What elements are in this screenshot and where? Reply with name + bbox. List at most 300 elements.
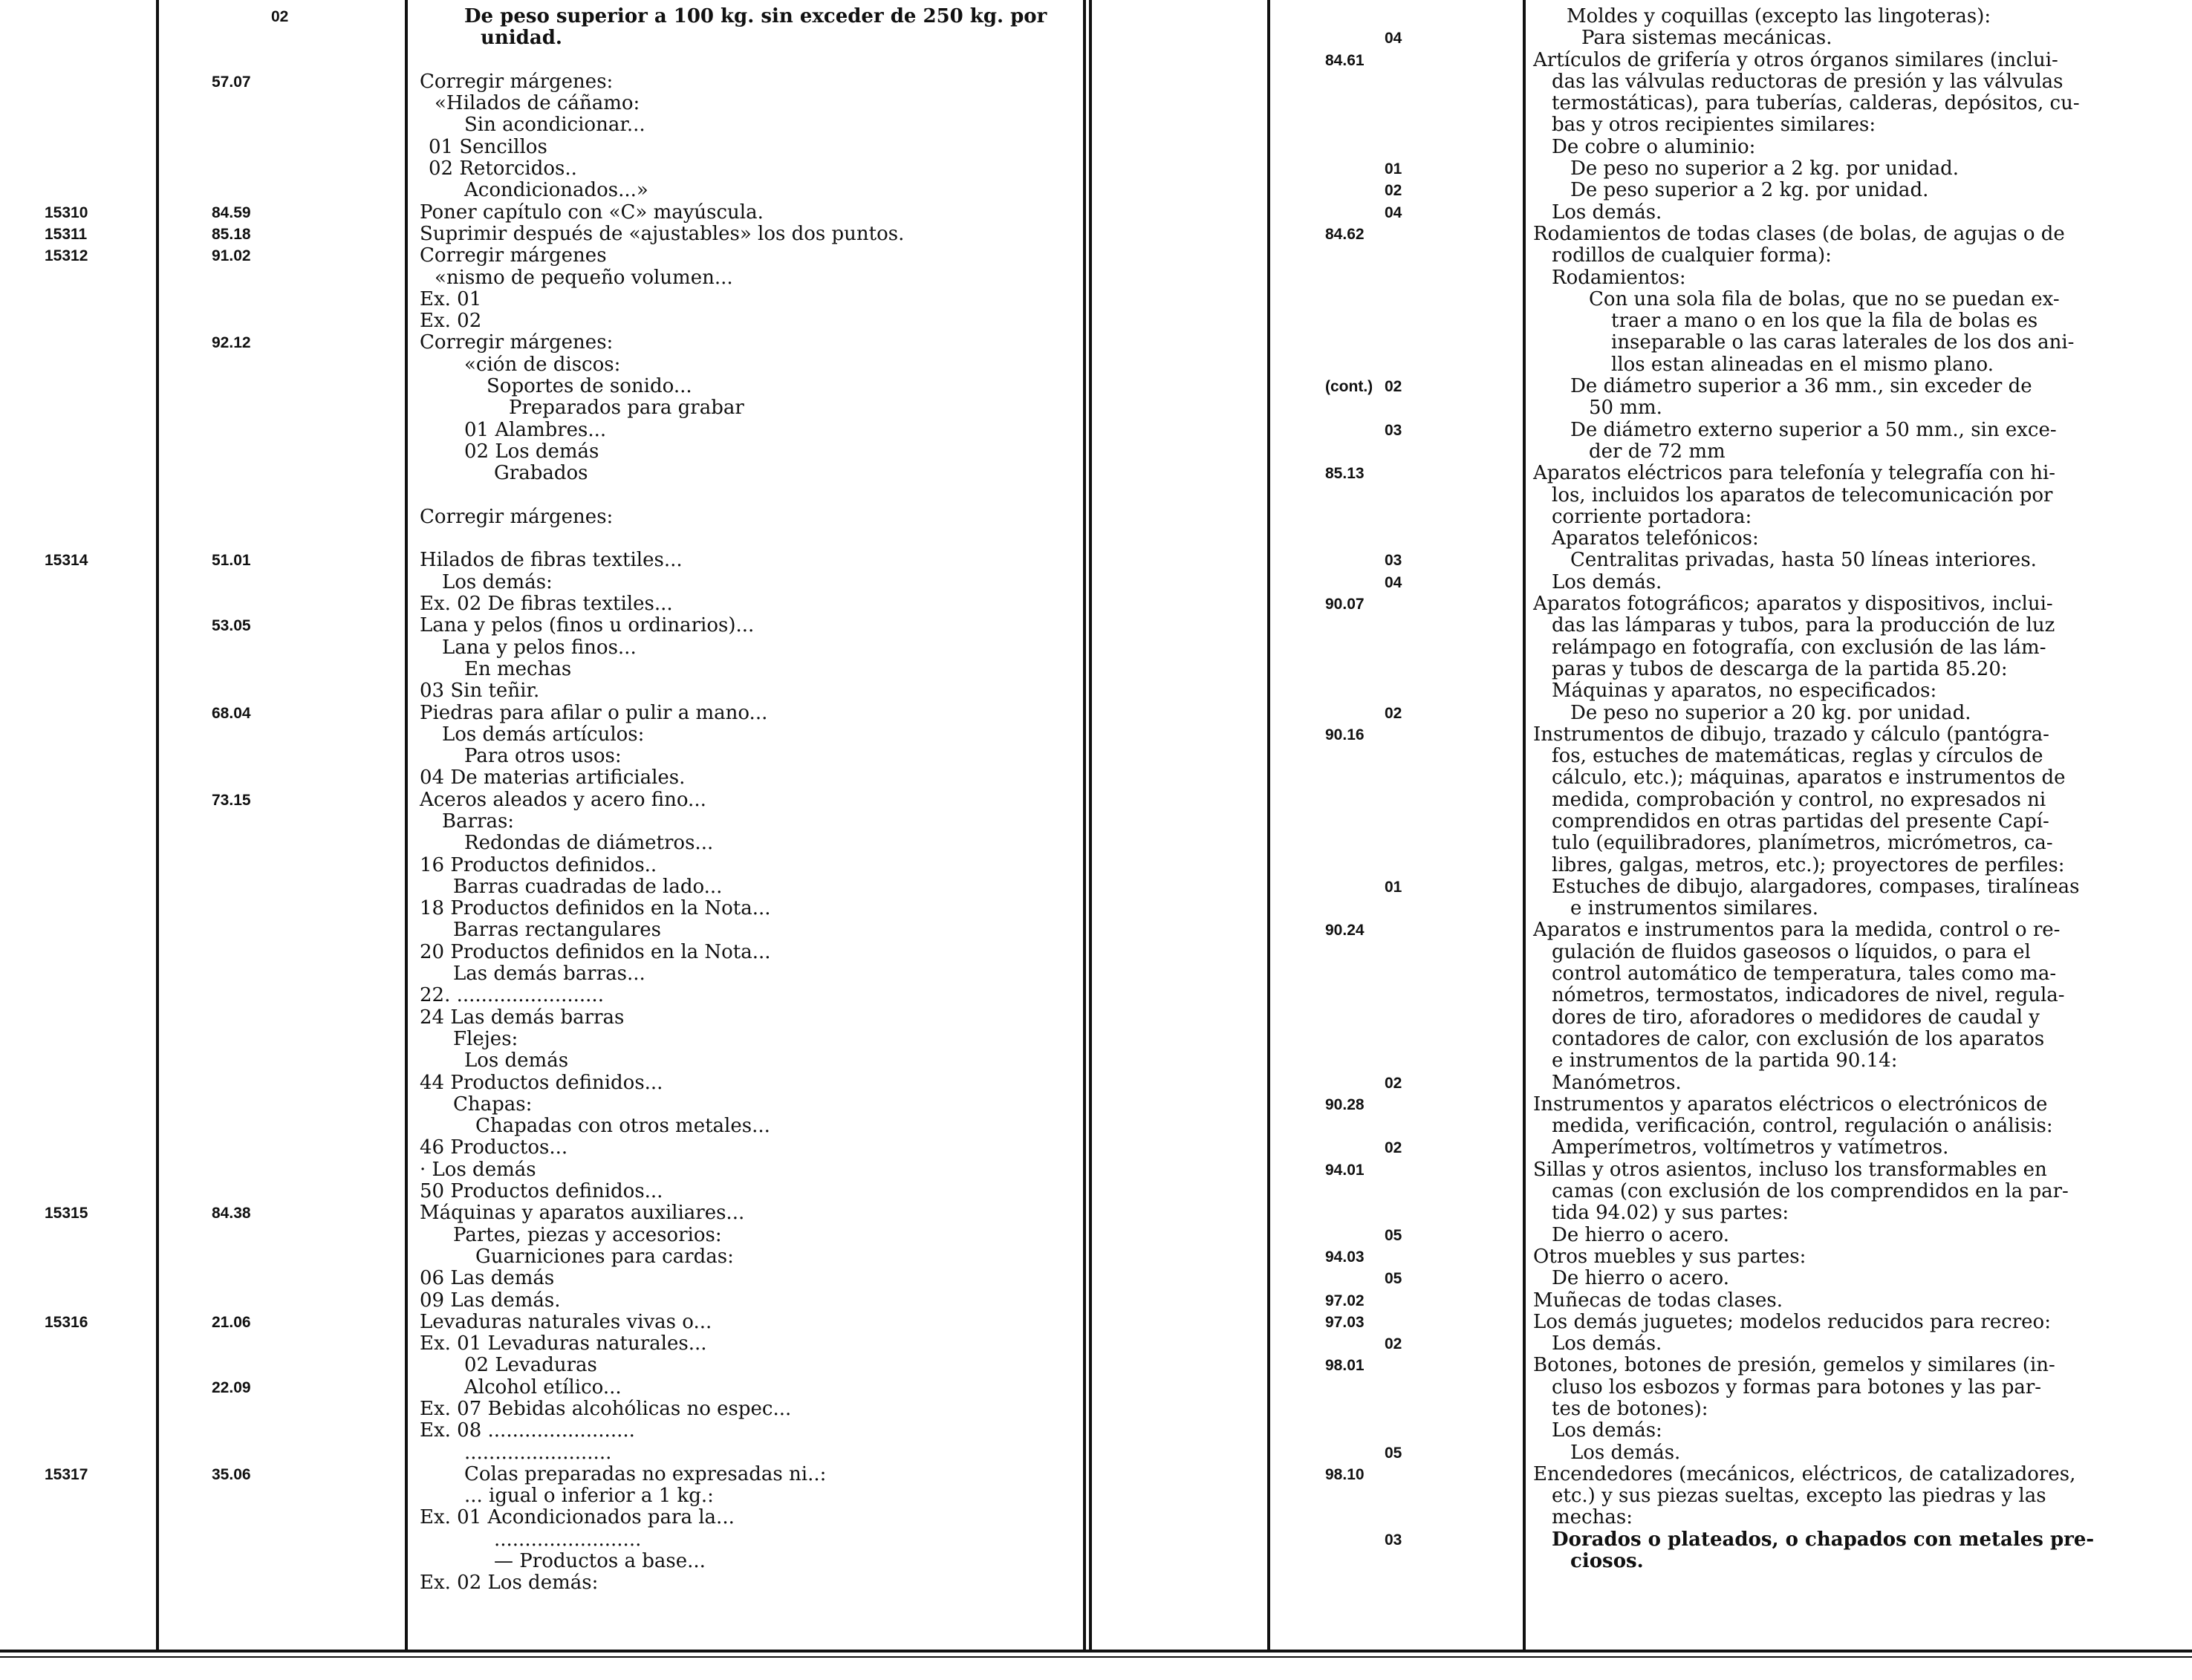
heading-code: 84.59 — [212, 204, 251, 221]
entry-text: Ex. 02 Los demás: — [420, 1572, 599, 1595]
table-row — [1093, 1268, 2189, 1289]
table-row — [1093, 1116, 2189, 1137]
table-row — [1093, 180, 2189, 201]
entry-text: Barras: — [442, 810, 515, 833]
entry-text: Suprimir después de «ajustables» los dos puntos. — [420, 222, 905, 245]
table-row — [0, 1116, 1082, 1137]
table-row — [1093, 1159, 2189, 1181]
subheading-code: 02 — [1385, 704, 1402, 722]
bottom-rule-thin — [0, 1656, 2192, 1658]
entry-text: 18 Productos definidos en la Nota... — [420, 897, 771, 920]
entry-text: Barras rectangulares — [453, 919, 662, 942]
entry-text: Amperímetros, voltímetros y vatímetros. — [1552, 1136, 1949, 1159]
table-row — [0, 1399, 1082, 1420]
table-row — [1093, 659, 2189, 680]
entry-text: Sin acondicionar... — [464, 114, 645, 137]
table-row — [0, 1094, 1082, 1116]
entry-text: comprendidos en otras partidas del presente Capí- — [1552, 810, 2049, 833]
entry-text: Instrumentos de dibujo, trazado y cálculo (pantógra- — [1533, 723, 2049, 746]
heading-code: 53.05 — [212, 617, 251, 635]
table-row — [0, 572, 1082, 593]
bottom-rule — [0, 1650, 2192, 1653]
table-row — [0, 1181, 1082, 1202]
entry-text: De peso superior a 2 kg. por unidad. — [1570, 179, 1929, 202]
table-row — [1093, 724, 2189, 746]
entry-text: Aparatos e instrumentos para la medida, control o re- — [1533, 919, 2061, 942]
table-row — [1093, 550, 2189, 571]
table-row — [1093, 289, 2189, 310]
heading-code: 85.18 — [212, 225, 251, 243]
table-row — [0, 310, 1082, 332]
entry-text: e instrumentos de la partida 90.14: — [1552, 1049, 1898, 1072]
table-row — [0, 1420, 1082, 1442]
table-row — [1093, 1290, 2189, 1312]
table-row — [1093, 441, 2189, 463]
table-row — [0, 420, 1082, 441]
table-row — [0, 1572, 1082, 1594]
entry-text: Corregir márgenes — [420, 244, 607, 267]
entry-text: control automático de temperatura, tales como ma- — [1552, 963, 2057, 986]
table-row — [0, 1137, 1082, 1159]
right-table — [1093, 6, 2189, 1572]
entry-text: llos estan alineadas en el mismo plano. — [1611, 353, 1994, 376]
table-row — [1093, 202, 2189, 224]
entry-text: Máquinas y aparatos auxiliares... — [420, 1202, 745, 1225]
table-row — [0, 1246, 1082, 1268]
entry-text: Manómetros. — [1552, 1071, 1682, 1094]
table-row — [0, 1377, 1082, 1399]
table-row — [0, 1202, 1082, 1224]
entry-text: · Los demás — [420, 1158, 536, 1181]
table-row — [0, 376, 1082, 397]
entry-text: paras y tubos de descarga de la partida 85.20: — [1552, 657, 2008, 680]
table-row — [0, 354, 1082, 376]
table-row — [1093, 114, 2189, 136]
entry-text: Máquinas y aparatos, no especificados: — [1552, 680, 1937, 703]
table-row — [0, 267, 1082, 289]
entry-text: De peso superior a 100 kg. sin exceder de 250 kg. por — [464, 5, 1047, 27]
entry-text: Redondas de diámetros... — [464, 832, 714, 855]
heading-code: 97.02 — [1325, 1292, 1365, 1309]
entry-text: Los demás. — [1552, 201, 1662, 224]
entry-text: Ex. 01 Levaduras naturales... — [420, 1332, 707, 1355]
table-row — [0, 137, 1082, 158]
table-row — [1093, 245, 2189, 267]
table-row — [1093, 1507, 2189, 1528]
table-row — [1093, 6, 2189, 27]
entry-text: — Productos a base... — [494, 1550, 706, 1573]
entry-text: Alcohol etílico... — [464, 1375, 622, 1399]
entry-text: Ex. 02 — [420, 310, 482, 333]
table-row — [0, 93, 1082, 114]
table-row — [1093, 27, 2189, 49]
table-row — [1093, 485, 2189, 507]
table-row — [0, 1007, 1082, 1029]
table-row — [0, 942, 1082, 963]
table-row — [1093, 50, 2189, 71]
table-row — [0, 703, 1082, 724]
heading-code: 84.61 — [1325, 51, 1365, 69]
table-row — [1093, 1225, 2189, 1246]
table-row — [1093, 1399, 2189, 1420]
entry-text: bas y otros recipientes similares: — [1552, 114, 1876, 137]
entry-text: Sillas y otros asientos, incluso los transformables en — [1533, 1158, 2047, 1181]
heading-code: 94.03 — [1325, 1248, 1365, 1266]
table-row — [1093, 354, 2189, 376]
table-row — [0, 50, 1082, 71]
table-row — [0, 593, 1082, 615]
entry-text: De peso no superior a 20 kg. por unidad. — [1570, 701, 1971, 724]
table-row — [0, 463, 1082, 484]
entry-text: 50 Productos definidos... — [420, 1180, 663, 1203]
entry-text: contadores de calor, con exclusión de los aparatos — [1552, 1027, 2045, 1050]
table-row — [0, 789, 1082, 811]
entry-text: Ex. 02 De fibras textiles... — [420, 593, 673, 616]
entry-text: Corregir márgenes: — [420, 70, 614, 93]
table-row — [0, 898, 1082, 919]
table-row — [1093, 71, 2189, 93]
heading-code: 68.04 — [212, 704, 251, 722]
entry-text: Lana y pelos finos... — [442, 636, 637, 659]
table-row — [1093, 1312, 2189, 1333]
order-number: 15317 — [45, 1465, 88, 1483]
entry-text: 02 Levaduras — [464, 1354, 597, 1377]
entry-text: medida, verificación, control, regulación o análisis: — [1552, 1115, 2053, 1138]
table-row — [0, 71, 1082, 93]
entry-text: Aparatos telefónicos: — [1552, 527, 1759, 550]
table-row — [1093, 789, 2189, 811]
subheading-code: 02 — [1385, 182, 1402, 200]
entry-text: Moldes y coquillas (excepto las lingoteras): — [1567, 5, 1991, 27]
table-row — [1093, 876, 2189, 898]
entry-text: Los demás: — [442, 570, 553, 593]
table-row — [1093, 898, 2189, 919]
entry-text: dores de tiro, aforadores o medidores de caudal y — [1552, 1006, 2040, 1029]
subheading-code: 01 — [1385, 160, 1402, 178]
subheading-code: 02 — [1385, 1335, 1402, 1353]
table-row — [1093, 420, 2189, 441]
entry-text: Encendedores (mecánicos, eléctricos, de catalizadores, — [1533, 1462, 2076, 1485]
entry-text: 09 Las demás. — [420, 1289, 561, 1312]
table-row — [1093, 93, 2189, 114]
subheading-code: 05 — [1385, 1226, 1402, 1244]
table-row — [0, 855, 1082, 876]
entry-text: Ex. 01 Acondicionados para la... — [420, 1506, 735, 1529]
table-row — [0, 1072, 1082, 1094]
entry-text: Colas preparadas no expresadas ni..: — [464, 1462, 827, 1485]
table-row — [1093, 593, 2189, 615]
entry-text: Las demás barras... — [453, 963, 645, 986]
table-row — [1093, 397, 2189, 419]
entry-text: Soportes de sonido... — [487, 375, 692, 398]
subheading-code: 02 — [1385, 1074, 1402, 1092]
table-row — [0, 27, 1082, 49]
heading-code: 94.01 — [1325, 1161, 1365, 1179]
entry-text: Para sistemas mecánicas. — [1581, 27, 1832, 50]
table-row — [1093, 1442, 2189, 1464]
entry-text: Lana y pelos (finos u ordinarios)... — [420, 614, 755, 637]
entry-text: Los demás. — [1552, 570, 1662, 593]
subheading-code: 04 — [1385, 30, 1402, 48]
entry-text: Rodamientos de todas clases (de bolas, de agujas o de — [1533, 222, 2065, 245]
table-row — [1093, 637, 2189, 659]
entry-text: Los demás artículos: — [442, 723, 645, 746]
entry-text: De diámetro externo superior a 50 mm., sin exce- — [1570, 418, 2057, 441]
table-row — [1093, 528, 2189, 550]
entry-text: Flejes: — [453, 1027, 518, 1050]
entry-text: 24 Las demás barras — [420, 1006, 625, 1029]
entry-text: termostáticas), para tuberías, calderas, depósitos, cu- — [1552, 92, 2080, 115]
table-row — [1093, 137, 2189, 158]
table-row — [1093, 224, 2189, 245]
heading-code: 85.13 — [1325, 465, 1365, 483]
table-row — [1093, 1007, 2189, 1029]
heading-code: 92.12 — [212, 334, 251, 352]
table-row — [0, 1529, 1082, 1551]
heading-code: 90.28 — [1325, 1095, 1365, 1113]
center-double-rule — [1089, 0, 1092, 1650]
entry-text: 50 mm. — [1589, 397, 1662, 420]
table-row — [0, 202, 1082, 224]
table-row — [0, 1333, 1082, 1355]
table-row — [0, 985, 1082, 1006]
entry-text: Rodamientos: — [1552, 266, 1686, 289]
entry-text: Piedras para afilar o pulir a mano... — [420, 701, 768, 724]
entry-text: «ción de discos: — [464, 353, 621, 376]
table-row — [1093, 1029, 2189, 1050]
entry-text: 22. ........................ — [420, 984, 604, 1007]
entry-text: De hierro o acero. — [1552, 1223, 1729, 1246]
table-row — [0, 1225, 1082, 1246]
entry-text: Otros muebles y sus partes: — [1533, 1245, 1806, 1268]
heading-code: 73.15 — [212, 791, 251, 809]
table-row — [1093, 332, 2189, 354]
subheading-code: 03 — [1385, 421, 1402, 439]
table-row — [0, 1355, 1082, 1376]
entry-text: Preparados para grabar — [509, 397, 744, 420]
table-row — [0, 833, 1082, 854]
table-row — [1093, 1137, 2189, 1159]
entry-text: Ex. 08 ........................ — [420, 1419, 635, 1442]
heading-code: 90.07 — [1325, 596, 1365, 613]
table-row — [1093, 1420, 2189, 1442]
entry-text: 06 Las demás — [420, 1267, 555, 1290]
table-row — [1093, 1464, 2189, 1485]
entry-text: Dorados o plateados, o chapados con metales pre- — [1552, 1528, 2095, 1551]
order-number: 15314 — [45, 552, 88, 570]
entry-text: tida 94.02) y sus partes: — [1552, 1202, 1789, 1225]
table-row — [0, 876, 1082, 898]
table-row — [1093, 463, 2189, 484]
table-row — [1093, 1485, 2189, 1507]
entry-text: 44 Productos definidos... — [420, 1071, 663, 1094]
entry-text: Para otros usos: — [464, 745, 622, 768]
table-row — [1093, 1181, 2189, 1202]
entry-text: Partes, piezas y accesorios: — [453, 1223, 722, 1246]
entry-text: «Hilados de cáñamo: — [435, 92, 640, 115]
table-row — [0, 1485, 1082, 1507]
heading-code: 97.03 — [1325, 1313, 1365, 1331]
entry-text: En mechas — [464, 657, 572, 680]
table-row — [1093, 963, 2189, 985]
table-row — [1093, 615, 2189, 636]
entry-text: ciosos. — [1570, 1550, 1644, 1573]
entry-text: libres, galgas, metros, etc.); proyectores de perfiles: — [1552, 853, 2065, 876]
table-row — [0, 615, 1082, 636]
order-number: 15315 — [45, 1205, 88, 1222]
subheading-code: 02 — [1385, 1139, 1402, 1157]
table-row — [1093, 376, 2189, 397]
subheading-code: 04 — [1385, 573, 1402, 591]
order-number: 15311 — [45, 225, 88, 243]
table-row — [0, 485, 1082, 507]
entry-text: 46 Productos... — [420, 1136, 568, 1159]
entry-text: mechas: — [1552, 1506, 1633, 1529]
table-row — [0, 224, 1082, 245]
table-row — [0, 397, 1082, 419]
table-row — [0, 6, 1082, 27]
entry-text: Chapas: — [453, 1093, 533, 1116]
order-number: 15312 — [45, 247, 88, 265]
table-row — [0, 289, 1082, 310]
table-row — [0, 1312, 1082, 1333]
table-row — [1093, 1202, 2189, 1224]
table-row — [1093, 833, 2189, 854]
entry-text: Los demás juguetes; modelos reducidos para recreo: — [1533, 1310, 2051, 1333]
table-row — [0, 1159, 1082, 1181]
entry-text: camas (con exclusión de los comprendidos en la par- — [1552, 1180, 2069, 1203]
table-row — [0, 919, 1082, 941]
heading-code: 98.01 — [1325, 1357, 1365, 1375]
entry-text: 04 De materias artificiales. — [420, 766, 686, 789]
entry-text: 01 Alambres... — [464, 418, 607, 441]
table-row — [0, 180, 1082, 201]
entry-text: Barras cuadradas de lado... — [453, 875, 723, 898]
subheading-code: 01 — [1385, 878, 1402, 896]
table-row — [0, 332, 1082, 354]
entry-text: Guarniciones para cardas: — [475, 1245, 734, 1268]
entry-text: 01 Sencillos — [429, 135, 547, 158]
entry-text: Ex. 01 — [420, 287, 482, 310]
table-row — [1093, 158, 2189, 180]
table-row — [0, 1050, 1082, 1072]
table-row — [1093, 985, 2189, 1006]
table-row — [0, 1551, 1082, 1572]
entry-text: Grabados — [494, 462, 588, 485]
entry-text: Aparatos fotográficos; aparatos y dispositivos, inclui- — [1533, 593, 2053, 616]
table-row — [1093, 1355, 2189, 1376]
entry-text: das las válvulas reductoras de presión y las válvulas — [1552, 70, 2063, 93]
table-row — [1093, 1551, 2189, 1572]
table-row — [0, 659, 1082, 680]
entry-text: Aceros aleados y acero fino... — [420, 788, 706, 811]
entry-text: Centralitas privadas, hasta 50 líneas interiores. — [1570, 549, 2037, 572]
table-row — [0, 963, 1082, 985]
table-row — [0, 441, 1082, 463]
entry-text: De peso no superior a 2 kg. por unidad. — [1570, 157, 1960, 180]
entry-text: 03 Sin teñir. — [420, 680, 540, 703]
entry-text: Los demás. — [1552, 1332, 1662, 1355]
entry-text: Aparatos eléctricos para telefonía y telegrafía con hi- — [1533, 462, 2056, 485]
entry-text: ........................ — [464, 1441, 612, 1464]
table-row — [0, 680, 1082, 702]
heading-code: 98.10 — [1325, 1465, 1365, 1483]
entry-text: Con una sola fila de bolas, que no se puedan ex- — [1589, 287, 2060, 310]
table-row — [1093, 1377, 2189, 1399]
table-row — [1093, 1094, 2189, 1116]
heading-code: 22.09 — [212, 1378, 251, 1396]
table-row — [0, 811, 1082, 833]
table-row — [0, 158, 1082, 180]
table-row — [0, 550, 1082, 571]
entry-text: 20 Productos definidos en la Nota... — [420, 940, 771, 963]
table-row — [1093, 942, 2189, 963]
entry-text: der de 72 mm — [1589, 440, 1726, 463]
heading-code: 84.38 — [212, 1205, 251, 1222]
entry-text: Instrumentos y aparatos eléctricos o electrónicos de — [1533, 1093, 2048, 1116]
entry-text: ........................ — [494, 1528, 642, 1551]
table-row — [1093, 1246, 2189, 1268]
table-row — [1093, 1072, 2189, 1094]
heading-code: 84.62 — [1325, 225, 1365, 243]
table-row — [0, 1029, 1082, 1050]
table-row — [1093, 507, 2189, 528]
table-row — [1093, 767, 2189, 789]
entry-text: Levaduras naturales vivas o... — [420, 1310, 712, 1333]
entry-text: Corregir márgenes: — [420, 505, 614, 528]
entry-text: etc.) y sus piezas sueltas, excepto las piedras y las — [1552, 1485, 2046, 1508]
entry-text: Los demás: — [1552, 1419, 1662, 1442]
heading-code: 57.07 — [212, 73, 251, 91]
entry-text: De cobre o aluminio: — [1552, 135, 1756, 158]
table-row — [1093, 1333, 2189, 1355]
table-row — [0, 528, 1082, 550]
entry-text: corriente portadora: — [1552, 505, 1752, 528]
entry-text: cálculo, etc.); máquinas, aparatos e instrumentos de — [1552, 766, 2066, 789]
entry-text: los, incluidos los aparatos de telecomunicación por — [1552, 484, 2053, 507]
table-row — [1093, 572, 2189, 593]
entry-text: fos, estuches de matemáticas, reglas y círculos de — [1552, 745, 2043, 768]
subheading-code: 05 — [1385, 1444, 1402, 1462]
entry-text: Estuches de dibujo, alargadores, compases, tiralíneas — [1552, 875, 2080, 898]
table-row — [0, 1507, 1082, 1528]
entry-text: traer a mano o en los que la fila de bolas es — [1611, 310, 2038, 333]
table-row — [0, 724, 1082, 746]
heading-code: 90.16 — [1325, 726, 1365, 743]
entry-text: Artículos de grifería y otros órganos similares (inclui- — [1533, 48, 2058, 71]
entry-text: cluso los esbozos y formas para botones y las par- — [1552, 1375, 2042, 1399]
table-row — [1093, 811, 2189, 833]
entry-text: rodillos de cualquier forma): — [1552, 244, 1832, 267]
entry-text: 02 Retorcidos.. — [429, 157, 577, 180]
subheading-code: 02 — [1385, 378, 1402, 396]
entry-text: 16 Productos definidos.. — [420, 853, 657, 876]
entry-text: ... igual o inferior a 1 kg.: — [464, 1485, 714, 1508]
entry-text: e instrumentos similares. — [1570, 897, 1819, 920]
entry-text: «nismo de pequeño volumen... — [435, 266, 733, 289]
order-number: 15316 — [45, 1313, 88, 1331]
table-row — [0, 637, 1082, 659]
entry-text: tulo (equilibradores, planímetros, micrómetros, ca- — [1552, 832, 2053, 855]
table-row — [1093, 1050, 2189, 1072]
entry-text: nómetros, termostatos, indicadores de nivel, regula- — [1552, 984, 2065, 1007]
entry-text: relámpago en fotografía, con exclusión de las lám- — [1552, 636, 2046, 659]
table-row — [1093, 703, 2189, 724]
entry-text: inseparable o las caras laterales de los dos ani- — [1611, 331, 2075, 354]
entry-text: Poner capítulo con «C» mayúscula. — [420, 201, 764, 224]
entry-text: medida, comprobación y control, no expresados ni — [1552, 788, 2046, 811]
table-row — [0, 1290, 1082, 1312]
